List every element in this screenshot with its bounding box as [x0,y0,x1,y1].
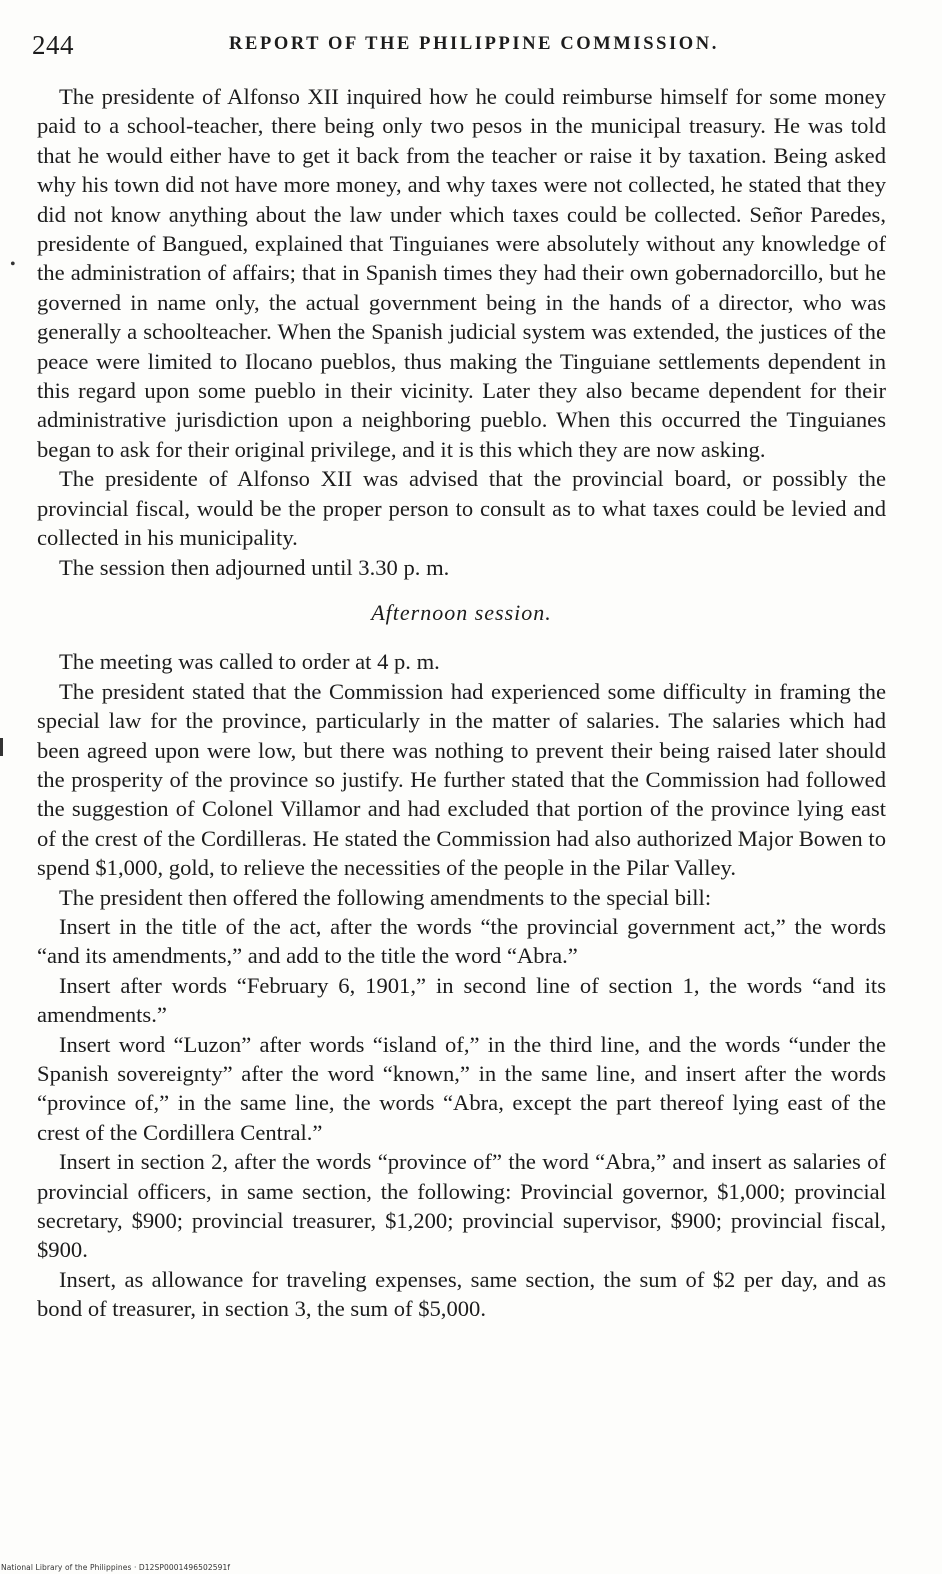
running-head: REPORT OF THE PHILIPPINE COMMISSION. [229,34,719,54]
margin-tick [0,738,3,756]
scan-footer: National Library of the Philippines · D12SP0001496502591f [1,1563,231,1572]
margin-mark: • [10,256,16,273]
document-body [37,82,886,1324]
paragraph: The presidente of Alfonso XII was advised that the provincial board, or possibly the provincial fiscal, would be the proper person to consult as to what taxes could be levied and collected in his municipality. [37,466,886,551]
section-heading: Afternoon session. [371,599,552,625]
paragraph: Insert, as allowance for traveling expenses, same section, the sum of $2 per day, and as bond of treasurer, in section 3, the sum of $5,000. [37,1266,886,1322]
paragraph: Insert word “Luzon” after words “island of,” in the third line, and the words “under the Spanish sovereignty” after the word “known,” in the same line, and insert after the words “province of,” in the same line, the words “Abra, except the part thereof lying east of the crest of the Cordillera Central.” [37,1031,886,1145]
paragraph: Insert after words “February 6, 1901,” in second line of section 1, the words “and its amendments.” [37,972,886,1028]
paragraph: The president stated that the Commission had experienced some difficulty in framing the special law for the province, particularly in the matter of salaries. The salaries which had been agreed upon were low, but there was nothing to prevent their being raised later should the prosperity of the province so justify. He further stated that the Commission had followed the suggestion of Colonel Villamor and had excluded that portion of the province lying east of the crest of the Cordilleras. He stated the Commission had also authorized Major Bowen to spend $1,000, gold, to relieve the necessities of the people in the Pilar Valley. [37,678,886,881]
paragraph: The meeting was called to order at 4 p. m. [59,649,440,675]
page-header [32,30,892,64]
paragraph: Insert in the title of the act, after the words “the provincial government act,” the words “and its amendments,” and add to the title the word “Abra.” [37,913,886,969]
paragraph: The session then adjourned until 3.30 p. m. [59,554,450,580]
page-number: 244 [32,30,74,60]
paragraph: The presidente of Alfonso XII inquired how he could reimburse himself for some money paid to a school-teacher, there being only two pesos in the municipal treasury. He was told that he would either have to get it back from the teacher or raise it by taxation. Being asked why his town did not have more money, and why taxes were not collected, he stated that they did not know anything about the law under which taxes could be collected. Señor Paredes, presidente of Bangued, explained that Tinguianes were absolutely without any knowledge of the administration of affairs; that in Spanish times they had their own gobernadorcillo, but he governed in name only, the actual government being in the hands of a director, who was generally a schoolteacher. When the Spanish judicial system was extended, the justices of the peace were limited to Ilocano pueblos, thus making the Tinguiane settlements dependent in this regard upon some pueblo in their vicinity. Later they also became dependent for their administrative jurisdiction upon a neighboring pueblo. When this occurred the Tinguianes began to ask for their original privilege, and it is this which they are now asking. [37,84,886,462]
paragraph: The president then offered the following amendments to the special bill: [59,884,712,910]
paragraph: Insert in section 2, after the words “province of” the word “Abra,” and insert as salaries of provincial officers, in same section, the following: Provincial governor, $1,000; provincial secretary, $900; provincial treasurer, $1,200; provincial supervisor, $900; provincial fiscal, $900. [37,1149,886,1263]
